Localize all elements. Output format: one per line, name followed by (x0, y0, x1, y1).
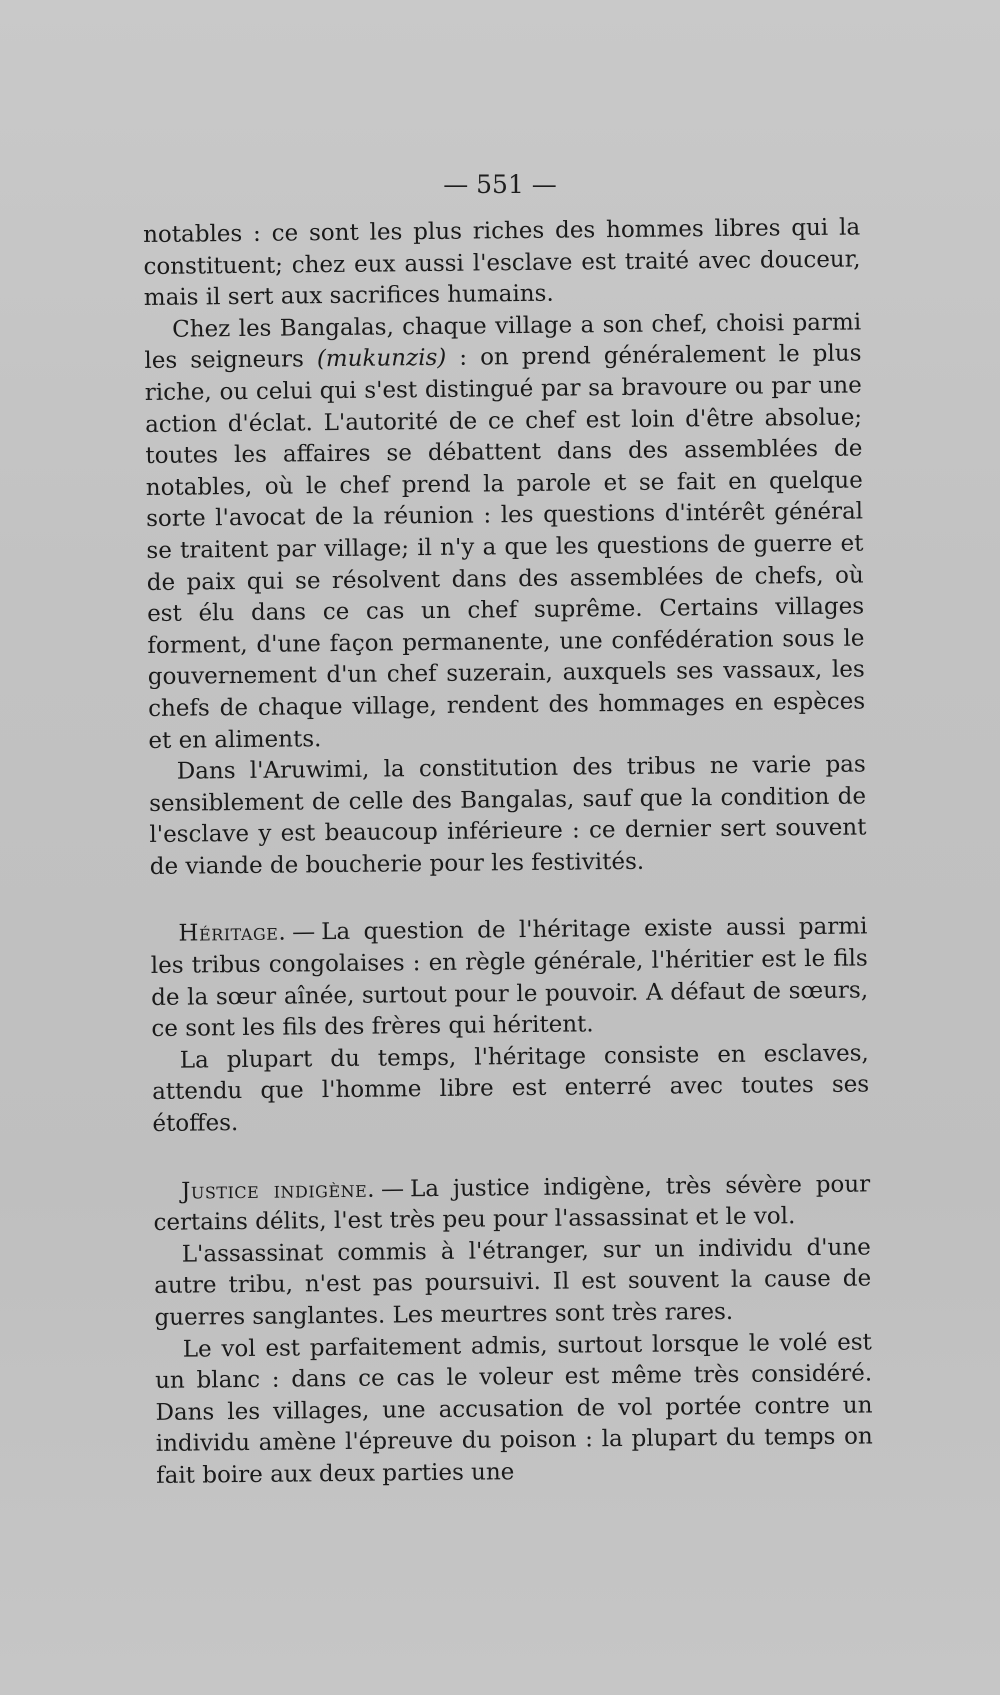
paragraph-7: L'assassinat commis à l'étranger, sur un individu d'une autre tribu, n'est pas poursuivi. Il est souvent la cause de guerres sanglantes. Les meurtres sont très rares. (154, 1234, 872, 1331)
justice-text: La justice indigène, très sévère pour certains délits, l'est très peu pour l'assassinat et le vol. (153, 1171, 871, 1237)
page-number: — 551 — (443, 170, 557, 199)
heading-dash: — (292, 919, 316, 946)
body-text (143, 212, 873, 1492)
paragraph-justice (153, 1169, 871, 1240)
heading-dash: — (380, 1175, 405, 1203)
section-heading-heritage: Héritage. (178, 920, 287, 948)
paragraph-2-start: Chez les Bangalas, chaque village a son chef, choisi parmi les seigneurs (144, 309, 862, 375)
paragraph-2-rest: : on prend généralement le plus riche, ou celui qui s'est distingué par sa bravoure ou par une action d'éclat. L'autorité de ce chef est loin d'être absolue; toutes les affaires se débattent dans des assemblées de notables, où le chef prend la parole et se fait en quelque sorte l'avocat de la réunion : les questions d'intérêt général se traitent par village; il n'y a que les questions de guerre et de paix qui se résolvent dans des assemblées de chefs, où est élu dans ce cas un chef suprême. Certains villages forment, d'une façon permanente, une confédération sous le gouvernement d'un chef suzerain, auxquels ses vassaux, les chefs de chaque village, rendent des hommages en espèces et en aliments. (144, 340, 866, 754)
paragraph-3: Dans l'Aruwimi, la constitution des tribus ne varie pas sensiblement de celle des Bangalas, sauf que la condition de l'esclave y est beaucoup inférieure : ce dernier sert souvent de viande de boucherie pour les festivités. (148, 751, 867, 880)
paragraph-heritage (150, 912, 868, 1046)
heritage-text: La question de l'héritage existe aussi parmi les tribus congolaises : en règle générale, l'héritier est le fils de la sœur aînée, surtout pour le pouvoir. A défaut de sœurs, ce sont les fils des frères qui héritent. (150, 913, 869, 1043)
paragraph-2-term: (mukunzis) (316, 345, 447, 373)
section-heading-justice: Justice indigène. (181, 1176, 376, 1205)
paragraph-1: notables : ce sont les plus riches des hommes libres qui la constituent; chez eux aussi l'esclave est traité avec douceur, mais il sert aux sacrifices humains. (143, 214, 861, 312)
paragraph-5: La plupart du temps, l'héritage consiste en esclaves, attendu que l'homme libre est enterré avec toutes ses étoffes. (151, 1040, 870, 1137)
paragraph-8: Le vol est parfaitement admis, surtout lorsque le volé est un blanc : dans ce cas le voleur est même très considéré. Dans les villages, une accusation de vol portée contre un individu amène l'épreuve du poison : la plupart du temps on fait boire aux deux parties une (155, 1329, 873, 1489)
paragraph-2 (144, 307, 866, 757)
